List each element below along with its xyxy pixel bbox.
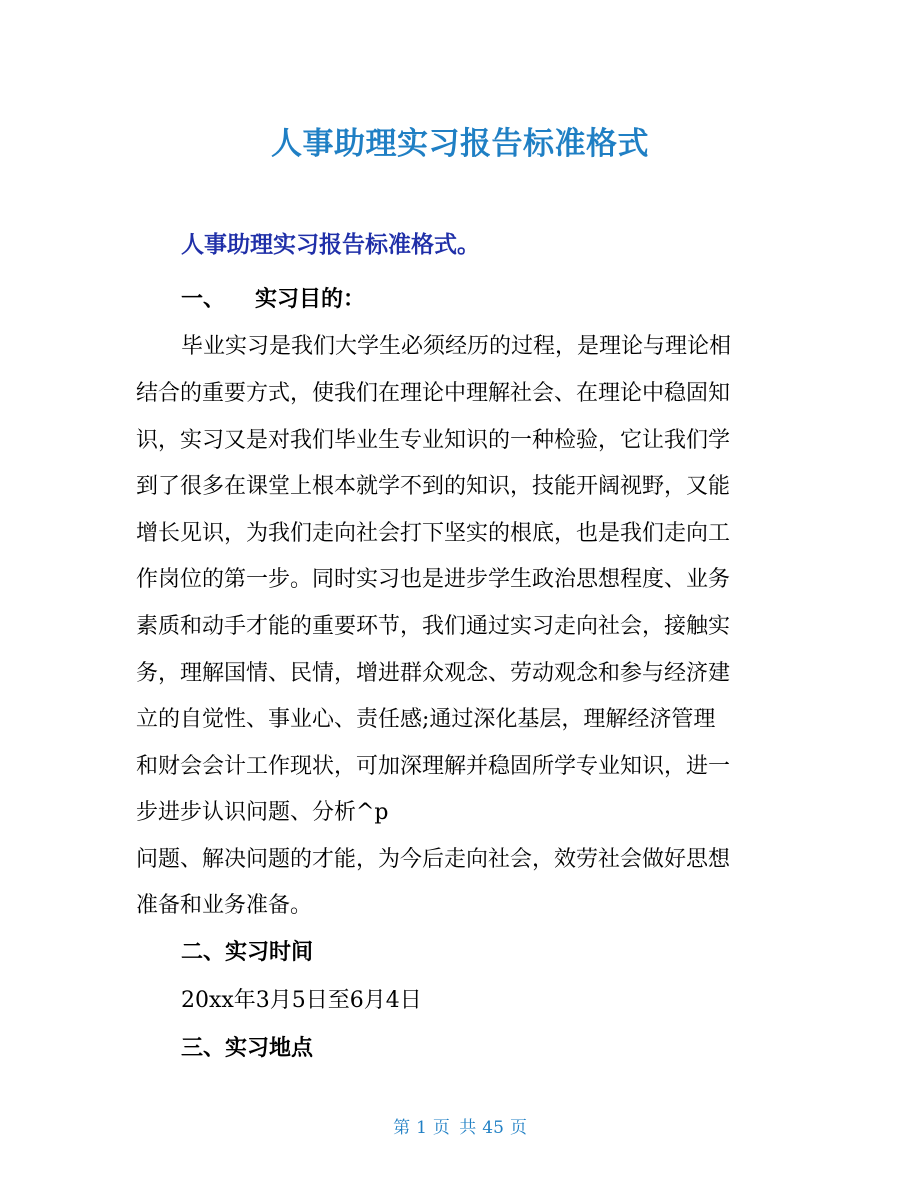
footer-total-pages: 45 (482, 1118, 504, 1138)
footer-page-number: 1 (416, 1118, 427, 1138)
paragraph-line: 步进步认识问题、分析^p (136, 800, 389, 825)
footer-suffix: 页 (509, 1118, 527, 1138)
document-subtitle: 人事助理实习报告标准格式。 (181, 232, 480, 258)
footer-prefix: 第 (393, 1118, 411, 1138)
paragraph-line: 识，实习又是对我们毕业生专业知识的一种检验，它让我们学 (136, 428, 731, 453)
paragraph-line: 准备和业务准备。 (136, 893, 313, 918)
page-footer (0, 1113, 920, 1138)
internship-dates: 20xx年3月5日至6月4日 (181, 988, 422, 1013)
paragraph-line: 作岗位的第一步。同时实习也是进步学生政治思想程度、业务 (136, 567, 731, 592)
document-title: 人事助理实习报告标准格式 (271, 126, 649, 162)
paragraph-line: 到了很多在课堂上根本就学不到的知识，技能开阔视野，又能 (136, 474, 731, 499)
paragraph-line: 毕业实习是我们大学生必须经历的过程，是理论与理论相 (181, 334, 732, 359)
paragraph-line: 素质和动手才能的重要环节，我们通过实习走向社会，接触实 (136, 614, 731, 639)
section-heading-location: 三、实习地点 (181, 1036, 314, 1061)
paragraph-line: 结合的重要方式，使我们在理论中理解社会、在理论中稳固知 (136, 381, 731, 406)
footer-middle: 页 共 (432, 1118, 477, 1138)
section-title: 实习目的： (255, 287, 366, 312)
paragraph-line: 增长见识，为我们走向社会打下坚实的根底，也是我们走向工 (136, 521, 731, 546)
section-heading-time: 二、实习时间 (181, 940, 314, 965)
paragraph-line: 立的自觉性、事业心、责任感;通过深化基层，理解经济管理 (136, 707, 716, 732)
paragraph-line: 和财会会计工作现状，可加深理解并稳固所学专业知识，进一 (136, 754, 731, 779)
section-heading-purpose (181, 282, 365, 313)
section-number: 一、 (181, 287, 226, 312)
paragraph-line: 务，理解国情、民情，增进群众观念、劳动观念和参与经济建 (136, 661, 731, 686)
paragraph-line: 问题、解决问题的才能，为今后走向社会，效劳社会做好思想 (136, 847, 731, 872)
